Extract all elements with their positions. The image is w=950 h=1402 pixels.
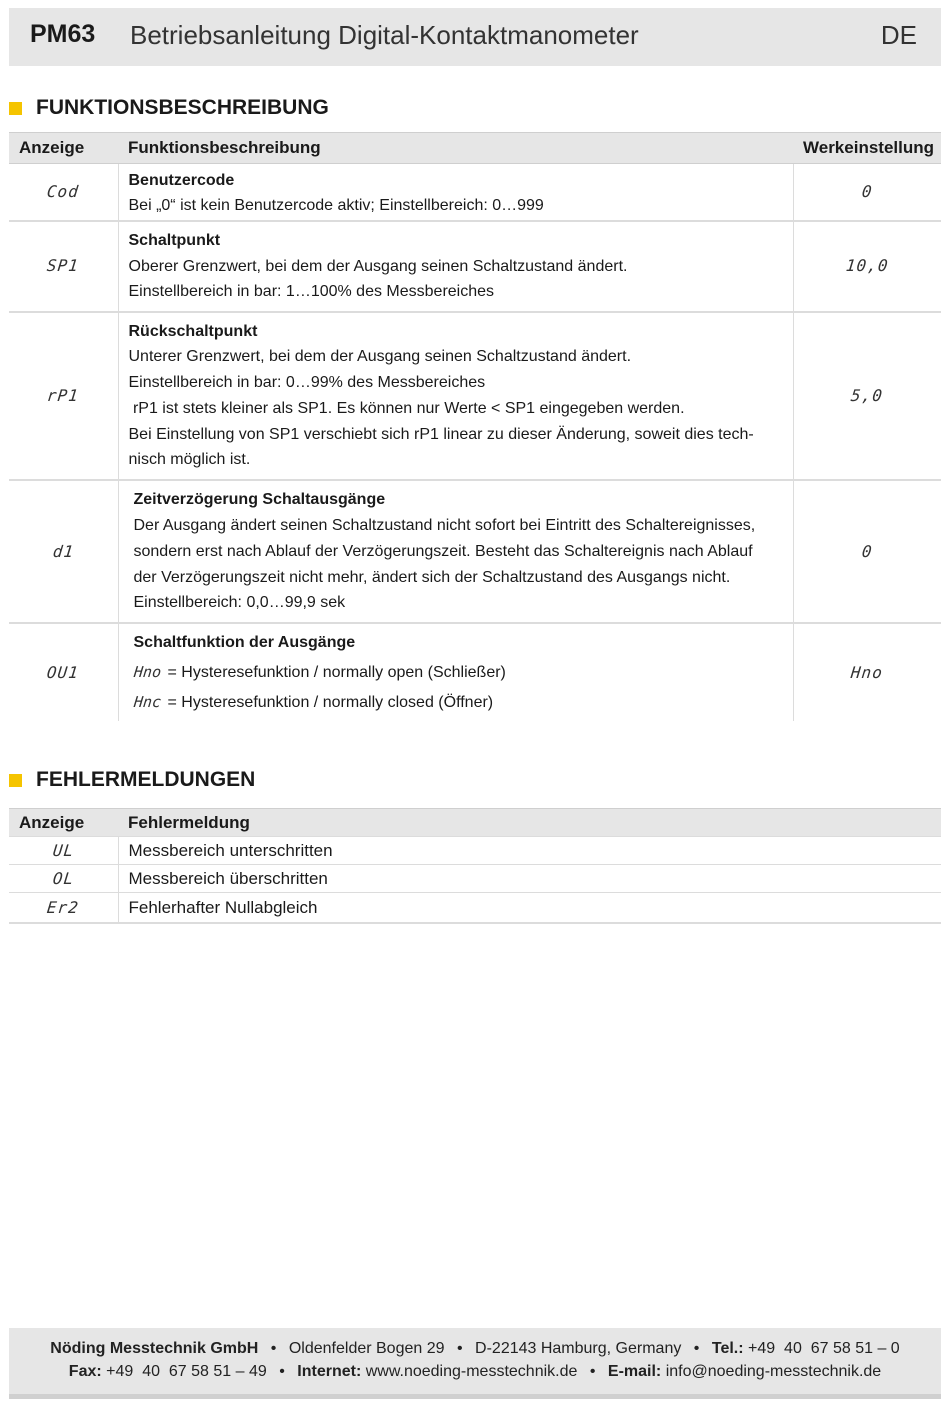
default-value: Hno <box>850 662 885 682</box>
display-code: Er2 <box>46 897 81 917</box>
row-heading: Benutzercode <box>128 172 235 189</box>
option-code: Hnc <box>132 693 162 712</box>
option-text: = Hysteresefunktion / normally open (Schließer) <box>167 664 506 682</box>
table-row <box>9 865 941 893</box>
display-code: rP1 <box>46 385 81 405</box>
row-text: Oberer Grenzwert, bei dem der Ausgang seinen Schaltzustand ändert. <box>128 257 628 275</box>
default-value: 0 <box>860 541 874 561</box>
footer-line-2 <box>9 1363 941 1381</box>
table-row <box>9 221 941 312</box>
function-section-title: FUNKTIONSBESCHREIBUNG <box>36 96 329 119</box>
error-message: Fehlerhafter Nullabgleich <box>118 893 941 924</box>
yellow-square-icon <box>9 774 22 787</box>
row-heading: Zeitverzögerung Schaltausgänge <box>133 491 386 509</box>
option-line <box>134 690 783 715</box>
model-name: PM63 <box>30 20 96 48</box>
error-table <box>9 808 941 924</box>
separator: • <box>693 1340 700 1357</box>
row-heading: Schaltpunkt <box>128 232 221 249</box>
display-code: SP1 <box>46 256 81 276</box>
default-value: 10,0 <box>844 256 890 276</box>
error-message: Messbereich überschritten <box>118 865 941 893</box>
row-text: sondern erst nach Ablauf der Verzögerungszeit. Besteht das Schaltereignis nach Ablauf <box>133 542 753 560</box>
option-code: Hno <box>132 663 162 682</box>
separator: • <box>270 1340 277 1357</box>
tel-number: +49 40 67 58 51 – 0 <box>748 1340 900 1357</box>
internet-label: Internet: <box>297 1363 362 1380</box>
footer-line-1 <box>9 1340 941 1358</box>
page-header <box>9 8 941 66</box>
website-link[interactable]: www.noeding-messtechnik.de <box>365 1363 578 1380</box>
option-text: = Hysteresefunktion / normally closed (Öffner) <box>167 694 494 712</box>
city-address: D-22143 Hamburg, Germany <box>475 1340 682 1357</box>
fax-number: +49 40 67 58 51 – 49 <box>106 1363 267 1380</box>
row-text: Bei Einstellung von SP1 verschiebt sich rP1 linear zu dieser Änderung, soweit dies tech- <box>128 425 754 443</box>
column-header-display: Anzeige <box>9 809 118 837</box>
document-title: Betriebsanleitung Digital-Kontaktmanometer <box>130 20 639 50</box>
option-line <box>134 660 783 685</box>
display-code: OU1 <box>46 662 81 682</box>
error-message: Messbereich unterschritten <box>118 837 941 865</box>
separator: • <box>589 1363 596 1380</box>
row-text: Bei „0“ ist kein Benutzercode aktiv; Einstellbereich: 0…999 <box>128 197 544 214</box>
yellow-square-icon <box>9 102 22 115</box>
table-row <box>9 893 941 924</box>
street-address: Oldenfelder Bogen 29 <box>288 1340 445 1357</box>
email-label: E-mail: <box>607 1363 662 1380</box>
error-table-header <box>9 809 941 837</box>
row-text: Unterer Grenzwert, bei dem der Ausgang seinen Schaltzustand ändert. <box>128 348 632 366</box>
table-row <box>9 480 941 623</box>
column-header-display: Anzeige <box>9 133 118 164</box>
table-row <box>9 623 941 721</box>
separator: • <box>279 1363 285 1380</box>
error-section-heading <box>9 768 255 792</box>
table-row <box>9 312 941 481</box>
column-header-message: Fehlermeldung <box>118 809 941 837</box>
function-table <box>9 132 941 721</box>
row-text: nisch möglich ist. <box>128 451 251 469</box>
page-footer <box>9 1328 941 1399</box>
column-header-description: Funktionsbeschreibung <box>118 133 793 164</box>
display-code: UL <box>51 840 75 860</box>
tel-label: Tel.: <box>711 1340 744 1357</box>
row-text: Einstellbereich in bar: 1…100% des Messbereiches <box>128 283 495 300</box>
row-text: Einstellbereich in bar: 0…99% des Messbereiches <box>128 374 486 392</box>
default-value: 5,0 <box>850 385 885 405</box>
table-row <box>9 164 941 222</box>
row-text: der Verzögerungszeit nicht mehr, ändert sich der Schaltzustand des Ausgangs nicht. <box>133 568 731 586</box>
display-code: OL <box>51 868 75 888</box>
row-text: Der Ausgang ändert seinen Schaltzustand nicht sofort bei Eintritt des Schaltereignisses, <box>133 517 756 535</box>
display-code: Cod <box>46 182 81 201</box>
display-code: d1 <box>51 541 75 561</box>
default-value: 0 <box>860 182 874 201</box>
language-code: DE <box>880 20 917 50</box>
function-section-heading <box>9 96 329 120</box>
separator: • <box>456 1340 463 1357</box>
column-header-default: Werkeinstellung <box>793 133 941 164</box>
row-text: Einstellbereich: 0,0…99,9 sek <box>133 594 346 612</box>
row-text: rP1 ist stets kleiner als SP1. Es können nur Werte < SP1 eingegeben werden. <box>128 399 685 417</box>
error-section-title: FEHLERMELDUNGEN <box>36 768 256 791</box>
table-row <box>9 837 941 865</box>
fax-label: Fax: <box>68 1363 102 1380</box>
company-name: Nöding Messtechnik GmbH <box>50 1340 259 1357</box>
row-heading: Schaltfunktion der Ausgänge <box>133 634 356 652</box>
row-heading: Rückschaltpunkt <box>128 322 258 340</box>
email-link[interactable]: info@noeding-messtechnik.de <box>665 1363 882 1380</box>
function-table-header <box>9 133 941 164</box>
